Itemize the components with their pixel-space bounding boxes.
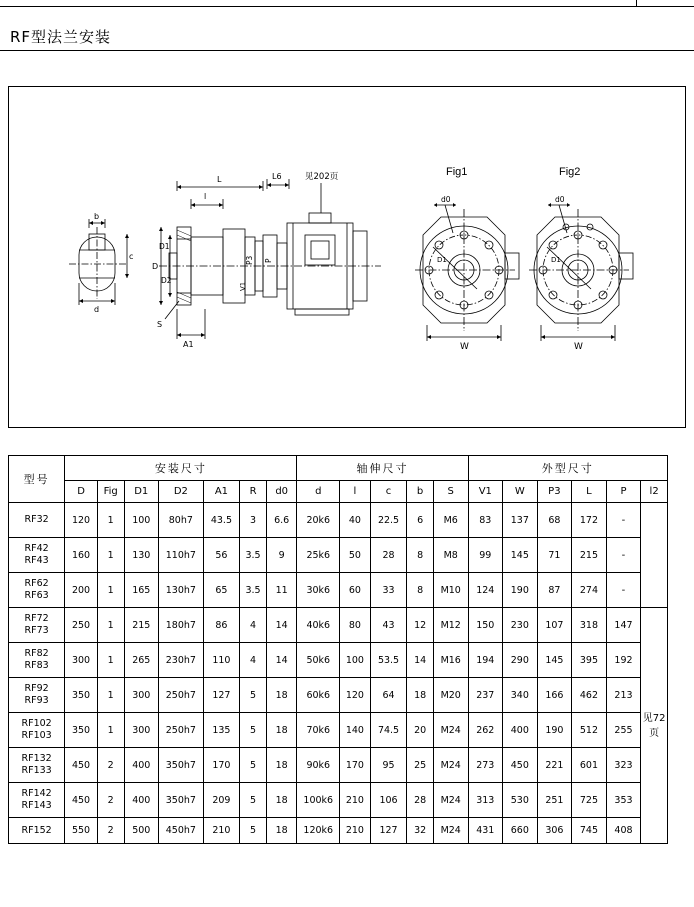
cell-A1: 86 xyxy=(203,608,240,643)
cell-d: 70k6 xyxy=(297,713,340,748)
svg-text:V1: V1 xyxy=(239,281,247,291)
table-row xyxy=(9,678,668,713)
col-P: P xyxy=(606,481,641,503)
fig2-end-view xyxy=(529,166,633,352)
cell-L: 395 xyxy=(572,643,607,678)
col-L: L xyxy=(572,481,607,503)
cell-D1: 500 xyxy=(124,818,159,844)
cell-d0: 9 xyxy=(266,538,297,573)
cell-W: 340 xyxy=(503,678,538,713)
cell-V1: 99 xyxy=(468,538,503,573)
cell-V1: 273 xyxy=(468,748,503,783)
cell-L: 725 xyxy=(572,783,607,818)
cell-V1: 194 xyxy=(468,643,503,678)
cell-d: 100k6 xyxy=(297,783,340,818)
cell-W: 660 xyxy=(503,818,538,844)
cell-D1: 215 xyxy=(124,608,159,643)
svg-text:Fig2: Fig2 xyxy=(559,166,581,178)
cell-D1: 100 xyxy=(124,503,159,538)
table-row xyxy=(9,713,668,748)
cell-Fig: 2 xyxy=(97,818,124,844)
cell-S: M24 xyxy=(433,748,468,783)
cell-l: 60 xyxy=(340,573,371,608)
cell-L: 172 xyxy=(572,503,607,538)
dimensions-table xyxy=(8,455,668,844)
col-D1: D1 xyxy=(124,481,159,503)
fig1-end-view xyxy=(415,166,519,352)
cell-D1: 265 xyxy=(124,643,159,678)
header-outline-dims: 外型尺寸 xyxy=(468,456,667,481)
cell-b: 32 xyxy=(407,818,434,844)
cell-D1: 300 xyxy=(124,678,159,713)
col-l2: l2 xyxy=(641,481,668,503)
col-b: b xyxy=(407,481,434,503)
cell-d0: 18 xyxy=(266,748,297,783)
cell-V1: 313 xyxy=(468,783,503,818)
cell-A1: 65 xyxy=(203,573,240,608)
cell-W: 137 xyxy=(503,503,538,538)
cell-D: 350 xyxy=(65,713,98,748)
col-d: d xyxy=(297,481,340,503)
cell-Fig: 2 xyxy=(97,748,124,783)
col-D: D xyxy=(65,481,98,503)
table-row xyxy=(9,573,668,608)
cell-R: 4 xyxy=(240,608,267,643)
cell-S: M12 xyxy=(433,608,468,643)
cell-R: 5 xyxy=(240,748,267,783)
cell-model: RF92 RF93 xyxy=(9,678,65,713)
cell-Fig: 1 xyxy=(97,573,124,608)
cell-P3: 251 xyxy=(537,783,572,818)
cell-model: RF32 xyxy=(9,503,65,538)
svg-text:P: P xyxy=(264,258,273,263)
cell-P3: 145 xyxy=(537,643,572,678)
table-row xyxy=(9,783,668,818)
cell-Fig: 1 xyxy=(97,538,124,573)
cell-Fig: 1 xyxy=(97,678,124,713)
cell-D1: 130 xyxy=(124,538,159,573)
cell-l: 120 xyxy=(340,678,371,713)
cell-R: 5 xyxy=(240,818,267,844)
header-mounting-dims: 安装尺寸 xyxy=(65,456,297,481)
cell-P: - xyxy=(606,503,641,538)
cell-l: 50 xyxy=(340,538,371,573)
cell-W: 530 xyxy=(503,783,538,818)
cell-P: 323 xyxy=(606,748,641,783)
col-S: S xyxy=(433,481,468,503)
cell-D: 300 xyxy=(65,643,98,678)
cell-model: RF42 RF43 xyxy=(9,538,65,573)
cell-D: 250 xyxy=(65,608,98,643)
cell-D: 450 xyxy=(65,783,98,818)
cell-l: 100 xyxy=(340,643,371,678)
col-V1: V1 xyxy=(468,481,503,503)
svg-text:W: W xyxy=(460,342,469,352)
cell-b: 8 xyxy=(407,573,434,608)
header-model: 型号 xyxy=(9,456,65,503)
cell-D1: 300 xyxy=(124,713,159,748)
cell-R: 3.5 xyxy=(240,538,267,573)
cell-c: 33 xyxy=(370,573,407,608)
cell-W: 145 xyxy=(503,538,538,573)
cell-d: 90k6 xyxy=(297,748,340,783)
cell-L: 601 xyxy=(572,748,607,783)
cell-model: RF82 RF83 xyxy=(9,643,65,678)
cell-l2-note: 见72页 xyxy=(641,608,668,844)
svg-text:D: D xyxy=(152,262,159,271)
cell-d: 120k6 xyxy=(297,818,340,844)
cell-P3: 107 xyxy=(537,608,572,643)
shaft-section-detail xyxy=(69,212,133,314)
cell-D2: 250h7 xyxy=(159,678,204,713)
cell-D2: 130h7 xyxy=(159,573,204,608)
cell-d: 20k6 xyxy=(297,503,340,538)
cell-d0: 14 xyxy=(266,643,297,678)
cell-V1: 124 xyxy=(468,573,503,608)
cell-P: 408 xyxy=(606,818,641,844)
cell-d0: 14 xyxy=(266,608,297,643)
cell-d0: 6.6 xyxy=(266,503,297,538)
cell-model: RF142 RF143 xyxy=(9,783,65,818)
cell-P3: 68 xyxy=(537,503,572,538)
top-corner-mark xyxy=(636,0,694,6)
cell-V1: 237 xyxy=(468,678,503,713)
svg-text:见202页: 见202页 xyxy=(305,172,339,182)
col-c: c xyxy=(370,481,407,503)
title-divider xyxy=(0,50,694,51)
cell-D2: 450h7 xyxy=(159,818,204,844)
col-l: l xyxy=(340,481,371,503)
cell-D2: 250h7 xyxy=(159,713,204,748)
cell-d0: 18 xyxy=(266,678,297,713)
cell-b: 6 xyxy=(407,503,434,538)
cell-d: 40k6 xyxy=(297,608,340,643)
cell-b: 12 xyxy=(407,608,434,643)
cell-b: 8 xyxy=(407,538,434,573)
page-title: RF型法兰安装 xyxy=(10,28,112,46)
cell-P: - xyxy=(606,538,641,573)
cell-V1: 150 xyxy=(468,608,503,643)
cell-D2: 80h7 xyxy=(159,503,204,538)
cell-d0: 11 xyxy=(266,573,297,608)
cell-c: 64 xyxy=(370,678,407,713)
cell-A1: 209 xyxy=(203,783,240,818)
cell-A1: 210 xyxy=(203,818,240,844)
svg-text:L6: L6 xyxy=(272,172,282,181)
table-group-header-row xyxy=(9,456,668,481)
top-divider xyxy=(0,6,694,7)
col-R: R xyxy=(240,481,267,503)
svg-text:D1: D1 xyxy=(437,256,447,264)
table-row xyxy=(9,538,668,573)
cell-P3: 87 xyxy=(537,573,572,608)
cell-D2: 230h7 xyxy=(159,643,204,678)
cell-P3: 190 xyxy=(537,713,572,748)
cell-L: 462 xyxy=(572,678,607,713)
table-row xyxy=(9,503,668,538)
svg-text:A1: A1 xyxy=(183,340,194,349)
svg-text:Fig1: Fig1 xyxy=(446,166,468,178)
cell-D: 350 xyxy=(65,678,98,713)
technical-drawing xyxy=(9,87,683,425)
cell-c: 53.5 xyxy=(370,643,407,678)
cell-A1: 43.5 xyxy=(203,503,240,538)
col-d0: d0 xyxy=(266,481,297,503)
cell-R: 3.5 xyxy=(240,573,267,608)
cell-l: 140 xyxy=(340,713,371,748)
cell-model: RF62 RF63 xyxy=(9,573,65,608)
cell-W: 400 xyxy=(503,713,538,748)
table-row xyxy=(9,643,668,678)
cell-R: 5 xyxy=(240,678,267,713)
svg-text:d0: d0 xyxy=(555,195,565,204)
cell-b: 20 xyxy=(407,713,434,748)
cell-c: 28 xyxy=(370,538,407,573)
svg-text:l: l xyxy=(204,192,207,201)
cell-R: 3 xyxy=(240,503,267,538)
cell-P3: 166 xyxy=(537,678,572,713)
cell-model: RF132 RF133 xyxy=(9,748,65,783)
col-D2: D2 xyxy=(159,481,204,503)
cell-b: 14 xyxy=(407,643,434,678)
cell-V1: 262 xyxy=(468,713,503,748)
cell-model: RF152 xyxy=(9,818,65,844)
cell-D: 120 xyxy=(65,503,98,538)
cell-c: 74.5 xyxy=(370,713,407,748)
cell-l: 80 xyxy=(340,608,371,643)
cell-Fig: 1 xyxy=(97,713,124,748)
table-row xyxy=(9,608,668,643)
cell-d0: 18 xyxy=(266,783,297,818)
cell-L: 215 xyxy=(572,538,607,573)
cell-d0: 18 xyxy=(266,818,297,844)
cell-model: RF72 RF73 xyxy=(9,608,65,643)
svg-text:D1: D1 xyxy=(159,242,170,251)
col-Fig: Fig xyxy=(97,481,124,503)
svg-text:d: d xyxy=(94,305,100,314)
cell-L: 318 xyxy=(572,608,607,643)
cell-W: 290 xyxy=(503,643,538,678)
cell-c: 22.5 xyxy=(370,503,407,538)
cell-D1: 165 xyxy=(124,573,159,608)
cell-S: M20 xyxy=(433,678,468,713)
cell-c: 106 xyxy=(370,783,407,818)
svg-text:d0: d0 xyxy=(441,195,451,204)
cell-W: 230 xyxy=(503,608,538,643)
col-P3: P3 xyxy=(537,481,572,503)
table-row xyxy=(9,748,668,783)
svg-text:c: c xyxy=(129,252,134,261)
cell-D: 450 xyxy=(65,748,98,783)
cell-c: 127 xyxy=(370,818,407,844)
cell-P: 192 xyxy=(606,643,641,678)
cell-V1: 431 xyxy=(468,818,503,844)
cell-D1: 400 xyxy=(124,783,159,818)
cell-P: 255 xyxy=(606,713,641,748)
cell-d0: 18 xyxy=(266,713,297,748)
cell-model: RF102 RF103 xyxy=(9,713,65,748)
cell-d: 30k6 xyxy=(297,573,340,608)
cell-b: 18 xyxy=(407,678,434,713)
cell-b: 28 xyxy=(407,783,434,818)
cell-Fig: 2 xyxy=(97,783,124,818)
cell-P: - xyxy=(606,573,641,608)
cell-d: 60k6 xyxy=(297,678,340,713)
gear-motor-side-view xyxy=(152,171,381,349)
cell-P: 147 xyxy=(606,608,641,643)
cell-R: 5 xyxy=(240,783,267,818)
cell-Fig: 1 xyxy=(97,503,124,538)
cell-S: M24 xyxy=(433,818,468,844)
svg-text:D1: D1 xyxy=(551,256,561,264)
figure-panel xyxy=(8,86,686,428)
cell-A1: 135 xyxy=(203,713,240,748)
cell-D2: 110h7 xyxy=(159,538,204,573)
cell-P3: 306 xyxy=(537,818,572,844)
cell-l2-empty xyxy=(641,503,668,608)
svg-text:L: L xyxy=(217,175,222,184)
cell-l: 40 xyxy=(340,503,371,538)
cell-b: 25 xyxy=(407,748,434,783)
cell-l: 210 xyxy=(340,818,371,844)
cell-Fig: 1 xyxy=(97,608,124,643)
cell-D2: 350h7 xyxy=(159,748,204,783)
cell-L: 274 xyxy=(572,573,607,608)
cell-S: M24 xyxy=(433,713,468,748)
cell-Fig: 1 xyxy=(97,643,124,678)
svg-text:b: b xyxy=(94,212,100,221)
cell-P3: 71 xyxy=(537,538,572,573)
cell-d: 50k6 xyxy=(297,643,340,678)
cell-A1: 170 xyxy=(203,748,240,783)
svg-text:D2: D2 xyxy=(161,276,172,285)
cell-D2: 350h7 xyxy=(159,783,204,818)
cell-S: M24 xyxy=(433,783,468,818)
cell-S: M8 xyxy=(433,538,468,573)
cell-l: 170 xyxy=(340,748,371,783)
cell-c: 95 xyxy=(370,748,407,783)
cell-P: 353 xyxy=(606,783,641,818)
cell-d: 25k6 xyxy=(297,538,340,573)
svg-text:S: S xyxy=(157,320,163,329)
cell-S: M6 xyxy=(433,503,468,538)
col-W: W xyxy=(503,481,538,503)
col-A1: A1 xyxy=(203,481,240,503)
cell-S: M10 xyxy=(433,573,468,608)
cell-L: 745 xyxy=(572,818,607,844)
cell-P: 213 xyxy=(606,678,641,713)
cell-S: M16 xyxy=(433,643,468,678)
cell-W: 450 xyxy=(503,748,538,783)
cell-R: 4 xyxy=(240,643,267,678)
cell-D: 200 xyxy=(65,573,98,608)
svg-text:P3: P3 xyxy=(245,255,254,265)
cell-A1: 110 xyxy=(203,643,240,678)
cell-c: 43 xyxy=(370,608,407,643)
cell-D: 160 xyxy=(65,538,98,573)
cell-D2: 180h7 xyxy=(159,608,204,643)
cell-P3: 221 xyxy=(537,748,572,783)
cell-L: 512 xyxy=(572,713,607,748)
table-column-header-row xyxy=(9,481,668,503)
cell-l: 210 xyxy=(340,783,371,818)
cell-D1: 400 xyxy=(124,748,159,783)
header-shaft-dims: 轴伸尺寸 xyxy=(297,456,468,481)
cell-A1: 127 xyxy=(203,678,240,713)
svg-text:W: W xyxy=(574,342,583,352)
cell-R: 5 xyxy=(240,713,267,748)
cell-V1: 83 xyxy=(468,503,503,538)
cell-W: 190 xyxy=(503,573,538,608)
cell-D: 550 xyxy=(65,818,98,844)
table-row xyxy=(9,818,668,844)
cell-A1: 56 xyxy=(203,538,240,573)
